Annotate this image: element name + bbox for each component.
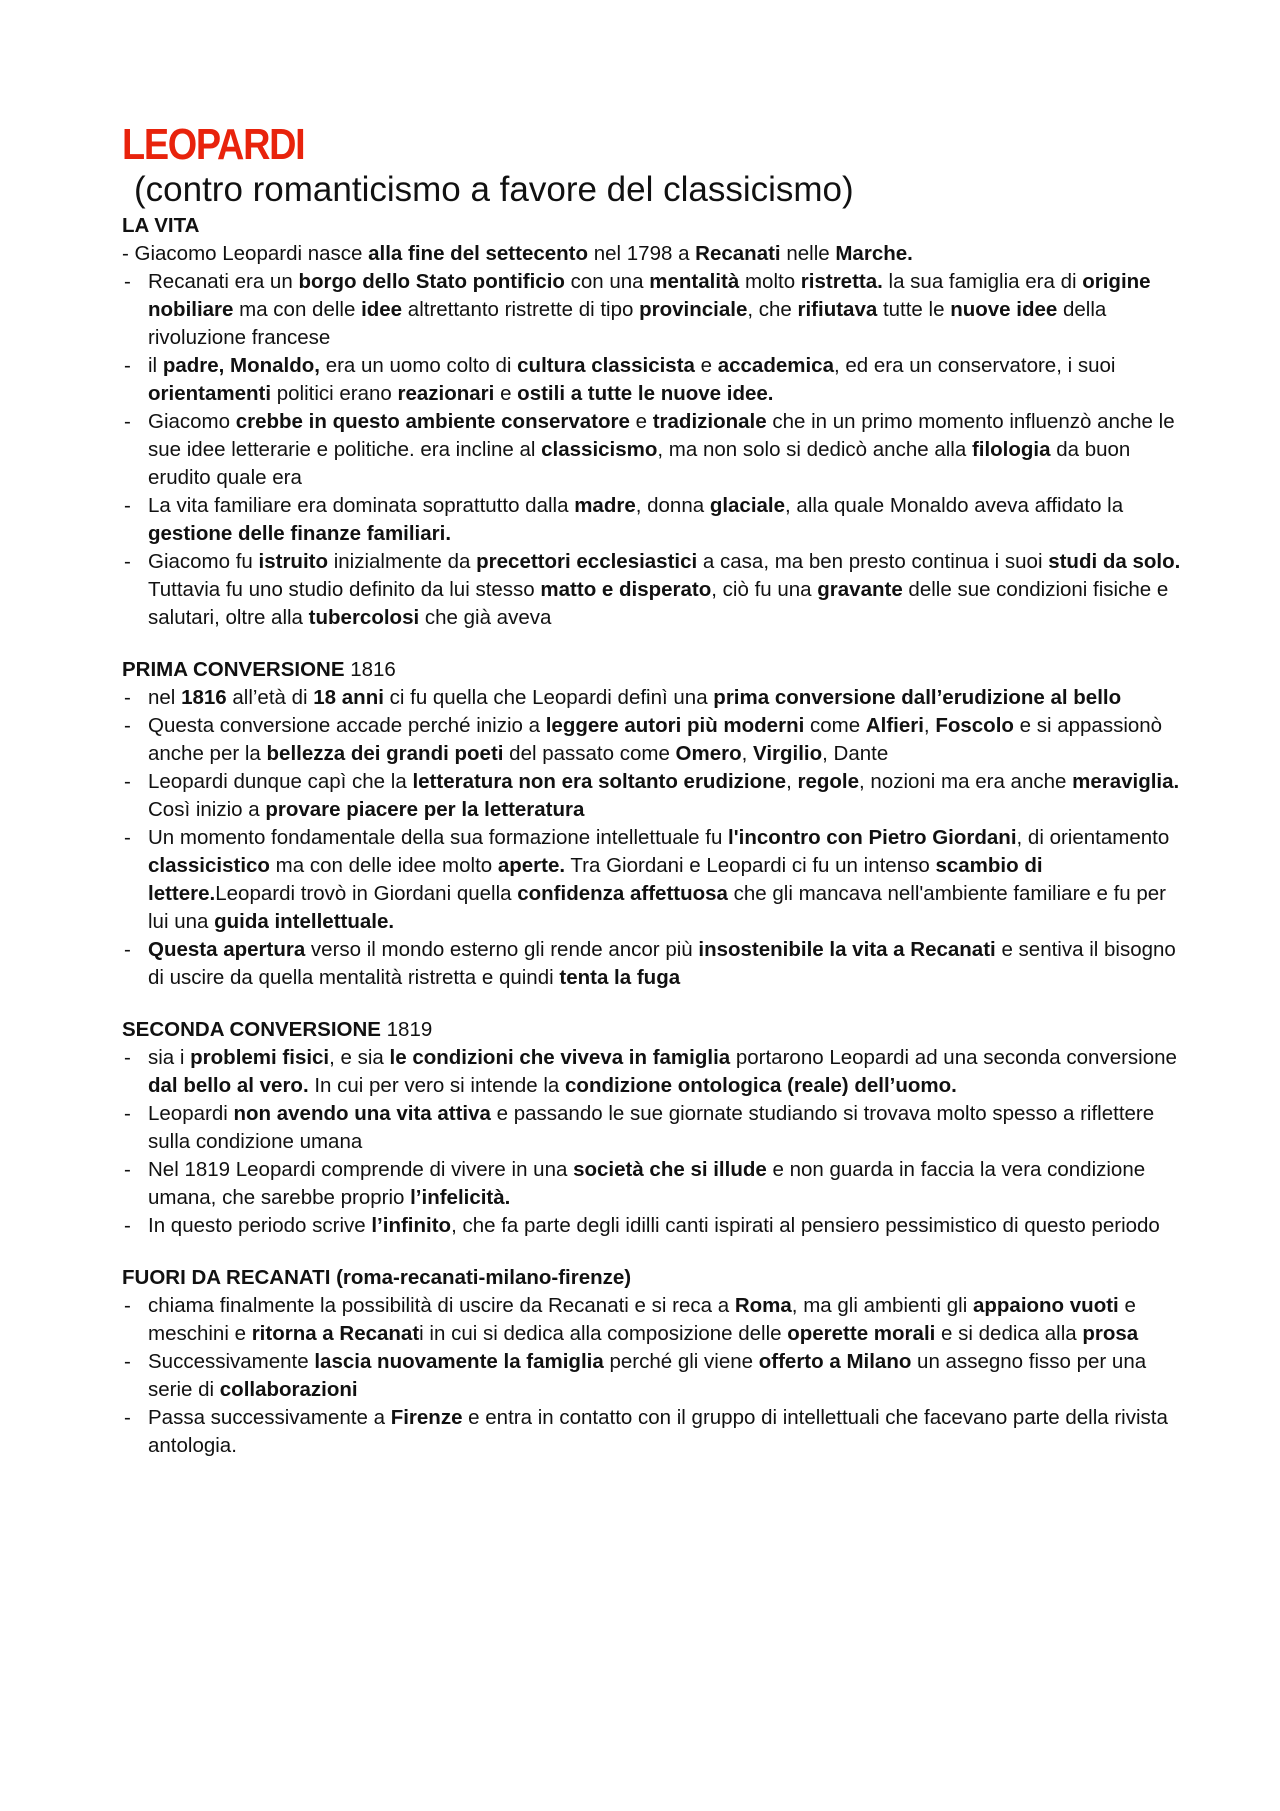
text-run: la sua famiglia era di <box>882 270 1083 293</box>
text-run: e <box>694 354 718 377</box>
bold-text: scambio di lettere. <box>148 854 1043 905</box>
text-run: inizialmente da <box>328 550 477 573</box>
text-run: Recanati era un <box>148 270 299 293</box>
text-run: il <box>148 354 163 377</box>
text-run: La vita familiare era dominata soprattutto dalla <box>148 494 575 517</box>
bold-text: l’infelicità. <box>410 1186 511 1209</box>
bold-text: l’infinito <box>371 1214 452 1237</box>
text-run: Questa conversione accade perché inizio a <box>148 714 546 737</box>
section-title-part: 1819 <box>380 1018 433 1041</box>
bold-text: regole <box>797 770 859 793</box>
text-run: tutte le <box>877 298 951 321</box>
bold-text: ritorna a Recanat <box>251 1322 420 1345</box>
bold-text: alla fine del settecento <box>368 242 589 265</box>
bullet-list <box>122 684 1182 992</box>
list-item <box>122 548 1182 632</box>
text-run: nelle <box>780 242 836 265</box>
bold-text: crebbe in questo ambiente conservatore <box>235 410 630 433</box>
bold-text: l'incontro con Pietro Giordani <box>728 826 1017 849</box>
section-title <box>122 656 1182 684</box>
section-title-part: FUORI DA RECANATI (roma-recanati-milano-firenze) <box>122 1266 632 1289</box>
bold-text: provare piacere per la letteratura <box>265 798 585 821</box>
bold-text: Firenze <box>390 1406 463 1429</box>
sections-container <box>122 212 1182 1460</box>
text-run: i in cui si dedica alla composizione delle <box>419 1322 788 1345</box>
bold-text: prima conversione dall’erudizione al bello <box>713 686 1122 709</box>
section-title <box>122 1264 1182 1292</box>
list-item <box>122 712 1182 768</box>
bold-text: leggere autori più moderni <box>545 714 805 737</box>
text-run: , <box>741 742 754 765</box>
text-run: , donna <box>635 494 710 517</box>
text-run: Passa successivamente a <box>148 1406 391 1429</box>
text-run: , alla quale Monaldo aveva affidato la <box>785 494 1124 517</box>
bold-text: problemi fisici <box>190 1046 330 1069</box>
bold-text: studi da solo. <box>1048 550 1181 573</box>
bold-text: operette morali <box>787 1322 936 1345</box>
bold-text: bellezza dei grandi poeti <box>266 742 504 765</box>
bold-text: dal bello al vero. <box>148 1074 309 1097</box>
bold-text: provinciale <box>639 298 748 321</box>
text-run: del passato come <box>503 742 676 765</box>
text-run: , ma non solo si dedicò anche alla <box>657 438 972 461</box>
bold-text: gestione delle finanze familiari. <box>148 522 452 545</box>
bold-text: orientamenti <box>148 382 272 405</box>
text-run: e si appassionò anche per la <box>148 714 1163 765</box>
section-title <box>122 212 1182 240</box>
text-run: , di orientamento <box>1016 826 1170 849</box>
text-run: che gli mancava nell'ambiente familiare e fu per lui una <box>148 882 1167 933</box>
bold-text: borgo dello Stato pontificio <box>298 270 565 293</box>
text-run: e non guarda in faccia la vera condizione umana, che sarebbe proprio <box>148 1158 1146 1209</box>
bold-text: ostili a tutte le nuove idee. <box>517 382 774 405</box>
bold-text: idee <box>361 298 403 321</box>
text-run: come <box>804 714 866 737</box>
list-item <box>122 936 1182 992</box>
list-item <box>122 268 1182 352</box>
bold-text: padre, Monaldo, <box>162 354 320 377</box>
section <box>122 1016 1182 1240</box>
bold-text: guida intellettuale. <box>214 910 395 933</box>
text-run: della rivoluzione francese <box>148 298 1107 349</box>
bold-text: matto e disperato <box>540 578 712 601</box>
section-title-part: LA VITA <box>122 214 200 237</box>
bold-text: società che si illude <box>573 1158 767 1181</box>
text-run: nel <box>148 686 182 709</box>
text-run: e <box>629 410 653 433</box>
text-run: ma con delle idee molto <box>269 854 498 877</box>
text-run: , ma gli ambienti gli <box>791 1294 973 1317</box>
text-run: , <box>923 714 936 737</box>
section-title <box>122 1016 1182 1044</box>
bold-text: non avendo una vita attiva <box>233 1102 491 1125</box>
text-run: Tra Giordani e Leopardi ci fu un intenso <box>565 854 936 877</box>
text-run: chiama finalmente la possibilità di uscire da Recanati e si reca a <box>148 1294 735 1317</box>
text-run: In questo periodo scrive <box>148 1214 372 1237</box>
section <box>122 656 1182 992</box>
text-run: delle sue condizioni fisiche e salutari, oltre alla <box>148 578 1169 629</box>
list-item <box>122 1044 1182 1100</box>
bold-text: istruito <box>258 550 328 573</box>
bold-text: letteratura non era soltanto erudizione <box>412 770 787 793</box>
bold-text: meraviglia. <box>1072 770 1180 793</box>
bold-text: 18 anni <box>313 686 384 709</box>
section-title-part: SECONDA CONVERSIONE <box>122 1018 381 1041</box>
text-run: e entra in contatto con il gruppo di intellettuali che facevano parte della rivista antologia. <box>148 1406 1168 1457</box>
bold-text: aperte. <box>497 854 566 877</box>
bold-text: Omero <box>675 742 742 765</box>
bold-text: origine nobiliare <box>148 270 1151 321</box>
bold-text: rifiutava <box>797 298 878 321</box>
section-title-part: PRIMA CONVERSIONE <box>122 658 345 681</box>
text-run: Un momento fondamentale della sua formazione intellettuale fu <box>148 826 729 849</box>
list-item <box>122 1348 1182 1404</box>
document-subtitle: (contro romanticismo a favore del classicismo) <box>134 170 854 209</box>
text-run: , <box>786 770 798 793</box>
bullet-list <box>122 1292 1182 1460</box>
bold-text: nuove idee <box>950 298 1058 321</box>
bold-text: offerto a Milano <box>758 1350 912 1373</box>
bold-text: confidenza affettuosa <box>517 882 728 905</box>
text-run: - Giacomo Leopardi nasce <box>122 242 369 265</box>
bullet-list <box>122 268 1182 632</box>
text-run: all’età di <box>226 686 314 709</box>
document-title: LEOPARDI <box>122 120 305 169</box>
list-item <box>122 1156 1182 1212</box>
bold-text: reazionari <box>397 382 495 405</box>
text-run: Leopardi dunque capì che la <box>148 770 413 793</box>
bold-text: Virgilio <box>753 742 823 765</box>
list-item <box>122 1212 1182 1240</box>
bold-text: tenta la fuga <box>559 966 681 989</box>
text-run: Nel 1819 Leopardi comprende di vivere in una <box>148 1158 574 1181</box>
text-run: , ciò fu una <box>711 578 818 601</box>
bold-text: classicismo <box>541 438 658 461</box>
bold-text: Roma <box>734 1294 792 1317</box>
text-run: e sentiva il bisogno di uscire da quella mentalità ristretta e quindi <box>148 938 1176 989</box>
bold-text: 1816 <box>181 686 227 709</box>
text-run: Successivamente <box>148 1350 315 1373</box>
bold-text: tradizionale <box>652 410 767 433</box>
intro-line <box>122 240 1182 268</box>
text-run: Tuttavia fu uno studio definito da lui stesso <box>148 578 541 601</box>
text-run: Giacomo fu <box>148 550 259 573</box>
text-run: nel 1798 a <box>588 242 696 265</box>
text-run: portarono Leopardi ad una seconda conversione <box>730 1046 1177 1069</box>
text-run: verso il mondo esterno gli rende ancor più <box>305 938 699 961</box>
text-run: sia i <box>148 1046 191 1069</box>
list-item <box>122 768 1182 824</box>
text-run: che in un primo momento influenzò anche le sue idee letterarie e politiche. era incline al <box>148 410 1175 461</box>
list-item <box>122 824 1182 936</box>
text-run: perché gli viene <box>603 1350 759 1373</box>
bold-text: Alfieri <box>865 714 924 737</box>
bold-text: insostenibile la vita a Recanati <box>698 938 996 961</box>
bold-text: ristretta. <box>800 270 883 293</box>
text-run: che già aveva <box>419 606 552 629</box>
text-run: Leopardi <box>148 1102 234 1125</box>
text-run: , che fa parte degli idilli canti ispirati al pensiero pessimistico di questo periodo <box>451 1214 1160 1237</box>
bold-text: le condizioni che viveva in famiglia <box>389 1046 731 1069</box>
bold-text: Marche. <box>835 242 913 265</box>
text-run: , che <box>747 298 798 321</box>
bold-text: filologia <box>971 438 1051 461</box>
text-run: , Dante <box>822 742 889 765</box>
text-run: a casa, ma ben presto continua i suoi <box>697 550 1049 573</box>
text-run: Giacomo <box>148 410 236 433</box>
bold-text: cultura classicista <box>517 354 695 377</box>
text-run: era un uomo colto di <box>320 354 518 377</box>
text-run: Così inizio a <box>148 798 266 821</box>
bold-text: gravante <box>817 578 903 601</box>
bold-text: prosa <box>1082 1322 1139 1345</box>
text-run: da buon erudito quale era <box>148 438 1131 489</box>
bold-text: madre <box>574 494 636 517</box>
text-run: e <box>494 382 518 405</box>
text-run: con una <box>564 270 650 293</box>
text-run: altrettanto ristrette di tipo <box>402 298 640 321</box>
text-run: e meschini e <box>148 1294 1136 1345</box>
list-item <box>122 1292 1182 1348</box>
text-run: molto <box>739 270 801 293</box>
list-item <box>122 1404 1182 1460</box>
text-run: un assegno fisso per una serie di <box>148 1350 1147 1401</box>
bold-text: glaciale <box>709 494 786 517</box>
bold-text: appaiono vuoti <box>972 1294 1119 1317</box>
bold-text: classicistico <box>148 854 270 877</box>
bold-text: Questa apertura <box>148 938 306 961</box>
text-run: ma con delle <box>233 298 362 321</box>
bold-text: Recanati <box>695 242 781 265</box>
text-run: , e sia <box>329 1046 390 1069</box>
bold-text: accademica <box>717 354 834 377</box>
text-run: , ed era un conservatore, i suoi <box>833 354 1116 377</box>
section <box>122 1264 1182 1460</box>
section-title-part: 1816 <box>344 658 396 681</box>
bold-text: precettori ecclesiastici <box>476 550 698 573</box>
section <box>122 212 1182 632</box>
bold-text: condizione ontologica (reale) dell’uomo. <box>565 1074 957 1097</box>
text-run: e si dedica alla <box>935 1322 1083 1345</box>
bold-text: mentalità <box>649 270 740 293</box>
list-item <box>122 352 1182 408</box>
text-run: , nozioni ma era anche <box>859 770 1073 793</box>
text-run: Leopardi trovò in Giordani quella <box>215 882 518 905</box>
bullet-list <box>122 1044 1182 1240</box>
text-run: In cui per vero si intende la <box>308 1074 566 1097</box>
bold-text: lascia nuovamente la famiglia <box>314 1350 604 1373</box>
text-run: e passando le sue giornate studiando si trovava molto spesso a riflettere sulla condizione umana <box>148 1102 1155 1153</box>
bold-text: tubercolosi <box>308 606 420 629</box>
list-item <box>122 408 1182 492</box>
list-item <box>122 492 1182 548</box>
list-item <box>122 684 1182 712</box>
bold-text: collaborazioni <box>219 1378 358 1401</box>
text-run: ci fu quella che Leopardi definì una <box>383 686 714 709</box>
text-run: politici erano <box>271 382 398 405</box>
document-page <box>122 122 1182 1484</box>
list-item <box>122 1100 1182 1156</box>
bold-text: Foscolo <box>935 714 1014 737</box>
